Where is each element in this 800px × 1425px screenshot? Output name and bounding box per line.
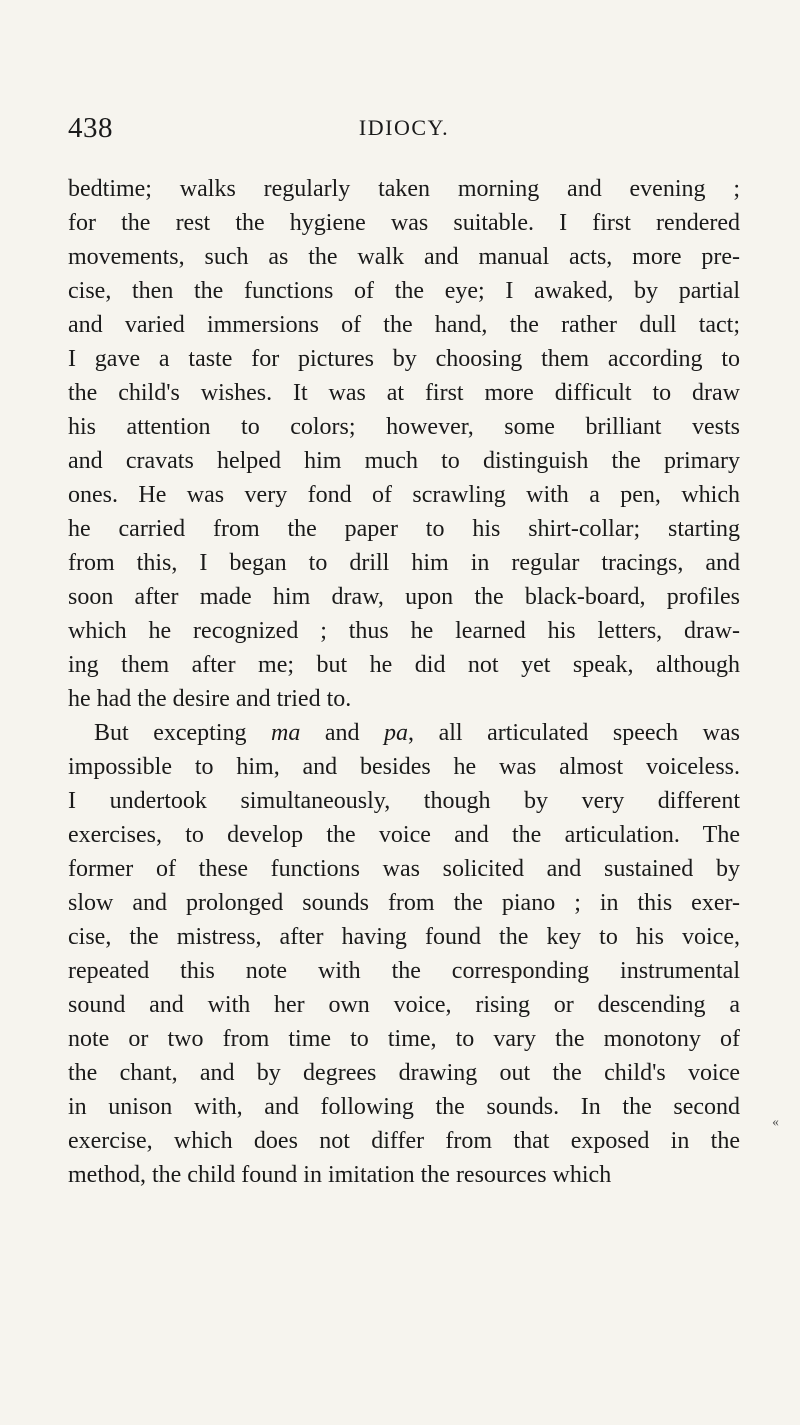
page-number: 438	[68, 112, 113, 144]
running-head: IDIOCY.	[358, 115, 450, 140]
text-line: cise, then the functions of the eye; I awaked, by partial	[68, 278, 740, 304]
text-line: movements, such as the walk and manual acts, more pre-	[68, 244, 740, 270]
text-line: in unison with, and following the sounds. In the second	[68, 1094, 740, 1120]
text-line: ing them after me; but he did not yet speak, although	[68, 652, 740, 678]
text-line: soon after made him draw, upon the black-board, profiles	[68, 584, 740, 610]
text-line: his attention to colors; however, some brilliant vests	[68, 414, 740, 440]
text-line: impossible to him, and besides he was almost voiceless.	[68, 754, 740, 780]
text-line: note or two from time to time, to vary the monotony of	[68, 1026, 740, 1052]
text-line: the chant, and by degrees drawing out the child's voice	[68, 1060, 740, 1086]
text-line: repeated this note with the corresponding instrumental	[68, 958, 740, 984]
text-line: and varied immersions of the hand, the rather dull tact;	[68, 312, 740, 338]
text-line: the child's wishes. It was at first more difficult to draw	[68, 380, 740, 406]
text-line: exercise, which does not differ from that exposed in the	[68, 1128, 740, 1154]
text-line: from this, I began to drill him in regular tracings, and	[68, 550, 740, 576]
paragraph	[68, 716, 740, 1192]
text-line: slow and prolonged sounds from the piano ; in this exer-	[68, 890, 740, 916]
text-line: I undertook simultaneously, though by very different	[68, 788, 740, 814]
text-line: ones. He was very fond of scrawling with a pen, which	[68, 482, 740, 508]
text-line: exercises, to develop the voice and the articulation. The	[68, 822, 740, 848]
text-line: which he recognized ; thus he learned his letters, draw-	[68, 618, 740, 644]
text-line: and cravats helped him much to distinguish the primary	[68, 448, 740, 474]
text-line: former of these functions was solicited and sustained by	[68, 856, 740, 882]
body-text	[68, 172, 740, 1192]
margin-mark: ‹‹	[772, 1115, 778, 1130]
text-line: he carried from the paper to his shirt-collar; starting	[68, 516, 740, 542]
text-line: he had the desire and tried to.	[68, 686, 352, 712]
text-line: But excepting ma and pa, all articulated speech was	[94, 720, 740, 746]
text-line: for the rest the hygiene was suitable. I first rendered	[68, 210, 740, 236]
page-header	[68, 108, 740, 148]
text-line: method, the child found in imitation the resources which	[68, 1162, 612, 1188]
paragraph	[68, 172, 740, 716]
text-line: I gave a taste for pictures by choosing them according to	[68, 346, 740, 372]
text-line: sound and with her own voice, rising or descending a	[68, 992, 740, 1018]
text-line: cise, the mistress, after having found the key to his voice,	[68, 924, 740, 950]
text-line: bedtime; walks regularly taken morning and evening ;	[68, 176, 740, 202]
